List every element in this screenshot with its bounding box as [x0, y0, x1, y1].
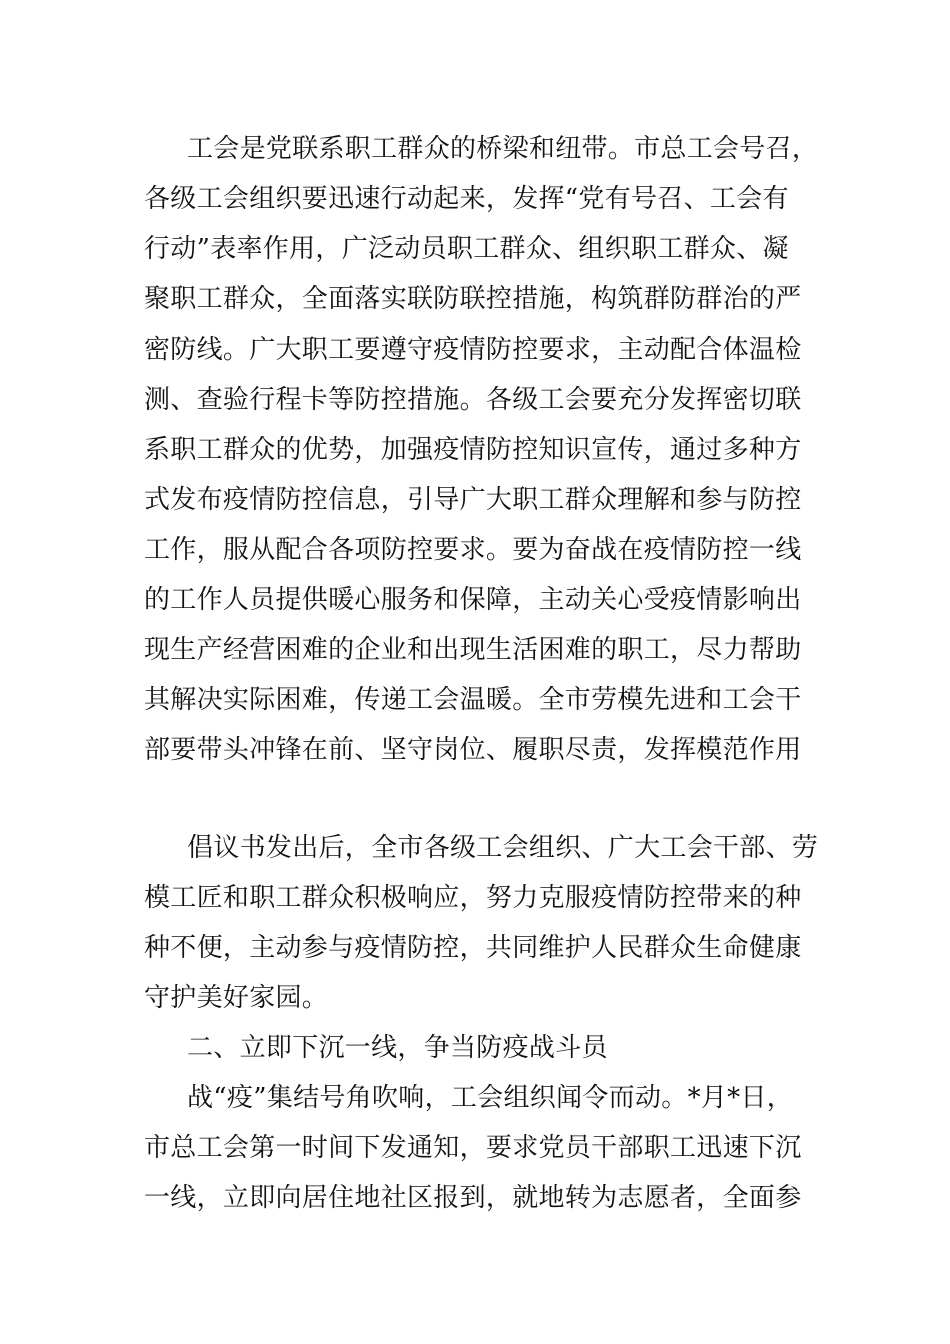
- paragraph-1-line-5: 密防线。广大职工要遵守疫情防控要求，主动配合体温检: [144, 335, 802, 365]
- section-heading: 二、立即下沉一线，争当防疫战斗员: [187, 1033, 608, 1063]
- paragraph-3-line-3: 一线，立即向居住地社区报到，就地转为志愿者，全面参: [144, 1183, 802, 1213]
- paragraph-1-line-6: 测、查验行程卡等防控措施。各级工会要充分发挥密切联: [144, 385, 802, 415]
- paragraph-3-line-2: 市总工会第一时间下发通知，要求党员干部职工迅速下沉: [144, 1133, 802, 1163]
- paragraph-1-line-10: 的工作人员提供暖心服务和保障，主动关心受疫情影响出: [144, 585, 802, 615]
- paragraph-1-line-4: 聚职工群众，全面落实联防联控措施，构筑群防群治的严: [144, 284, 802, 314]
- paragraph-1-line-8: 式发布疫情防控信息，引导广大职工群众理解和参与防控: [144, 485, 802, 515]
- paragraph-1-line-7: 系职工群众的优势，加强疫情防控知识宣传，通过多种方: [144, 435, 802, 465]
- paragraph-1-line-3: 行动”表率作用，广泛动员职工群众、组织职工群众、凝: [144, 234, 789, 264]
- paragraph-2-line-2: 模工匠和职工群众积极响应，努力克服疫情防控带来的种: [144, 883, 802, 913]
- paragraph-2-line-4: 守护美好家园。: [144, 983, 329, 1013]
- paragraph-2-line-1: 倡议书发出后，全市各级工会组织、广大工会干部、劳: [187, 833, 819, 863]
- paragraph-1-line-11: 现生产经营困难的企业和出现生活困难的职工，尽力帮助: [144, 635, 802, 665]
- paragraph-1-line-1: 工会是党联系职工群众的桥梁和纽带。市总工会号召，: [187, 134, 819, 164]
- paragraph-1-line-2: 各级工会组织要迅速行动起来，发挥“党有号召、工会有: [144, 184, 789, 214]
- paragraph-1-line-13: 部要带头冲锋在前、坚守岗位、履职尽责，发挥模范作用: [144, 735, 802, 765]
- paragraph-3-line-1: 战“疫”集结号角吹响，工会组织闻令而动。*月*日，: [187, 1083, 794, 1113]
- paragraph-1-line-12: 其解决实际困难，传递工会温暖。全市劳模先进和工会干: [144, 685, 802, 715]
- paragraph-1-line-9: 工作，服从配合各项防控要求。要为奋战在疫情防控一线: [144, 535, 802, 565]
- paragraph-2-line-3: 种不便，主动参与疫情防控，共同维护人民群众生命健康: [144, 933, 802, 963]
